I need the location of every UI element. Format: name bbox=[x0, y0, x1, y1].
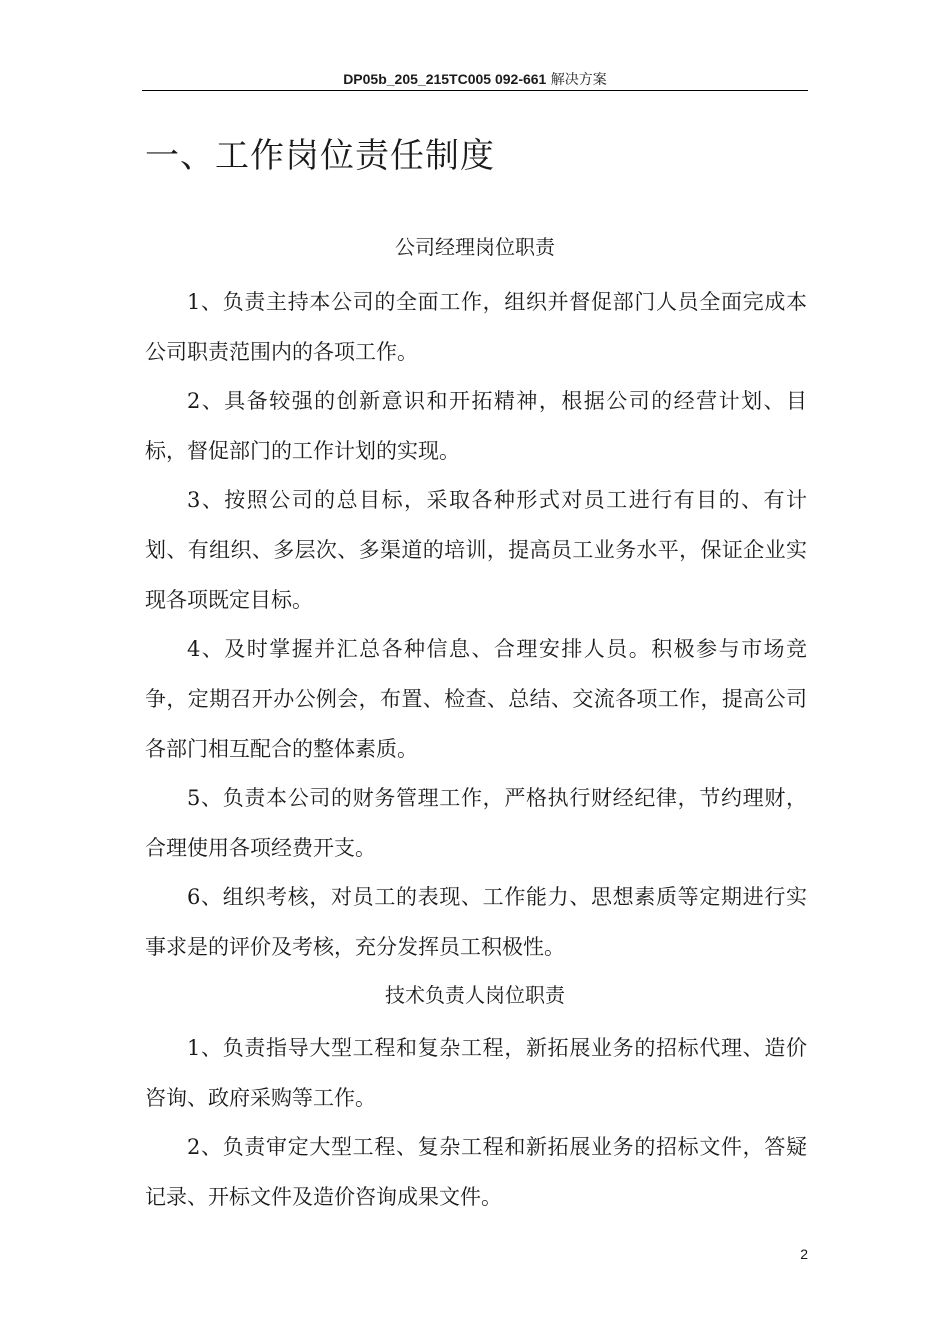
document-code: DP05b_205_215TC005 092-661 bbox=[343, 71, 547, 87]
page-number: 2 bbox=[800, 1246, 808, 1262]
manager-duty-5: 5、负责本公司的财务管理工作，严格执行财经纪律，节约理财，合理使用各项经费开支。 bbox=[145, 786, 807, 860]
section-title-manager: 公司经理岗位职责 bbox=[395, 235, 555, 259]
tech-lead-duty-1: 1、负责指导大型工程和复杂工程，新拓展业务的招标代理、造价咨询、政府采购等工作。 bbox=[145, 1036, 807, 1110]
manager-duty-3: 3、按照公司的总目标，采取各种形式对员工进行有目的、有计划、有组织、多层次、多渠道的培训，提高员工业务水平，保证企业实现各项既定目标。 bbox=[145, 488, 807, 612]
document-suffix: 解决方案 bbox=[550, 72, 607, 88]
section-title-tech-lead: 技术负责人岗位职责 bbox=[385, 983, 565, 1007]
manager-duty-4: 4、及时掌握并汇总各种信息、合理安排人员。积极参与市场竞争，定期召开办公例会，布置、检查、总结、交流各项工作，提高公司各部门相互配合的整体素质。 bbox=[145, 637, 807, 761]
manager-duty-6: 6、组织考核，对员工的表现、工作能力、思想素质等定期进行实事求是的评价及考核，充分发挥员工积极性。 bbox=[145, 885, 807, 959]
main-title: 一、工作岗位责任制度 bbox=[145, 136, 495, 176]
manager-duty-1: 1、负责主持本公司的全面工作，组织并督促部门人员全面完成本公司职责范围内的各项工作。 bbox=[145, 290, 807, 364]
page-header bbox=[142, 70, 808, 91]
manager-duty-2: 2、具备较强的创新意识和开拓精神，根据公司的经营计划、目标，督促部门的工作计划的实现。 bbox=[145, 389, 807, 463]
tech-lead-duty-2: 2、负责审定大型工程、复杂工程和新拓展业务的招标文件，答疑记录、开标文件及造价咨询成果文件。 bbox=[145, 1135, 807, 1209]
